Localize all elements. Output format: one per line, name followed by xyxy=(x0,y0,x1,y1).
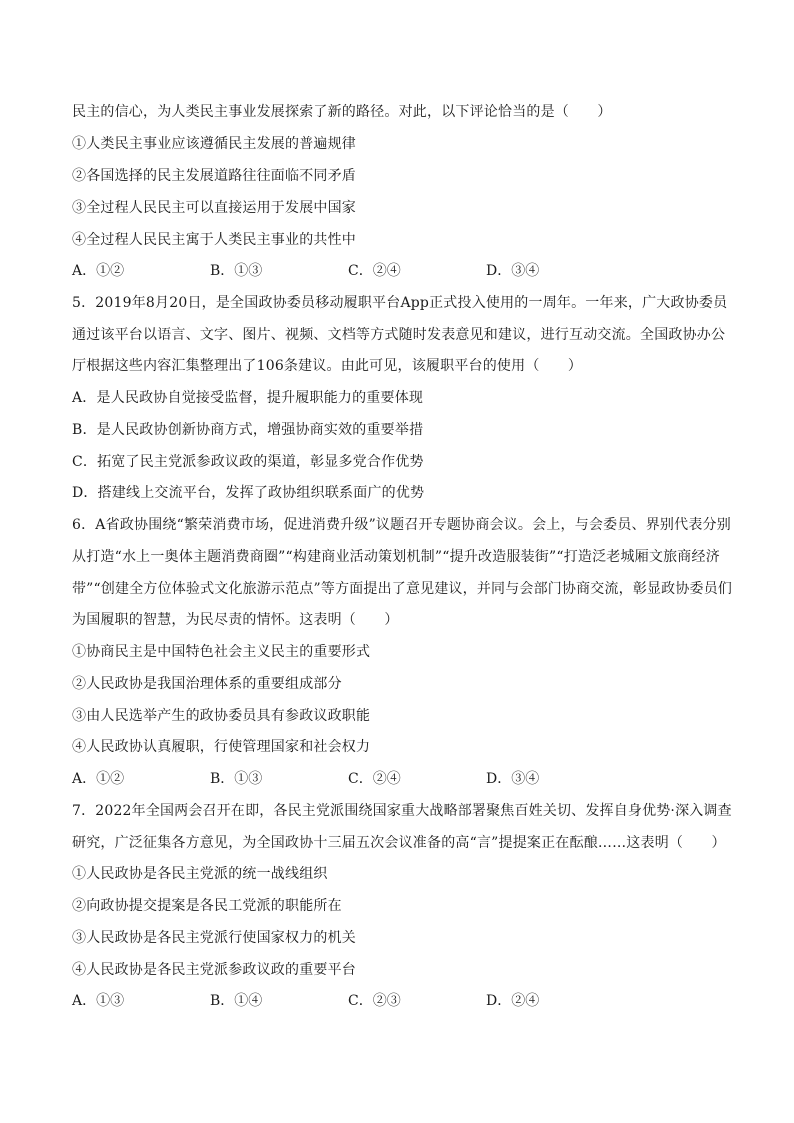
q7-stem-line-1: 7．2022年全国两会召开在即，各民主党派围绕国家重大战略部署聚焦百姓关切、发挥自身优势·深入调查 xyxy=(72,803,732,819)
q6-option-d: D．③④ xyxy=(486,771,540,787)
q6-option-b: B．①③ xyxy=(210,771,263,787)
q7-item-4: ④人民政协是各民主党派参政议政的重要平台 xyxy=(72,962,356,978)
q6-options xyxy=(72,770,732,788)
q7-option-c: C．②③ xyxy=(348,993,401,1009)
q6-item-2: ②人民政协是我国治理体系的重要组成部分 xyxy=(72,676,342,692)
q7-options xyxy=(72,992,732,1010)
q7-item-3: ③人民政协是各民主党派行使国家权力的机关 xyxy=(72,930,356,946)
q5-option-a: A．是人民政协自觉接受监督，提升履职能力的重要体现 xyxy=(72,390,424,406)
q4-item-2: ②各国选择的民主发展道路往往面临不同矛盾 xyxy=(72,168,356,184)
q7-item-1: ①人民政协是各民主党派的统一战线组织 xyxy=(72,866,328,882)
q6-stem-line-2: 从打造“水上一奥体主题消费商圈”“构建商业活动策划机制”“提升改造服装街”“打造泛老城厢文旅商经济 xyxy=(72,549,720,565)
q6-option-a: A．①② xyxy=(72,771,125,787)
q4-option-b: B．①③ xyxy=(210,263,263,279)
q4-option-c: C．②④ xyxy=(348,263,401,279)
q5-option-d: D．搭建线上交流平台，发挥了政协组织联系面广的优势 xyxy=(72,485,425,501)
q4-item-1: ①人类民主事业应该遵循民主发展的普遍规律 xyxy=(72,136,356,152)
q7-item-2: ②向政协提交提案是各民工党派的职能所在 xyxy=(72,898,342,914)
q7-stem-line-2: 研究，广泛征集各方意见，为全国政协十三届五次会议准备的高“言”提提案正在酝酿……这表明（ ） xyxy=(72,835,726,851)
q5-option-c: C．拓宽了民主党派参政议政的渠道，彰显多党合作优势 xyxy=(72,454,424,470)
q4-option-d: D．③④ xyxy=(486,263,540,279)
q6-item-3: ③由人民选举产生的政协委员具有参政议政职能 xyxy=(72,708,371,724)
q7-option-d: D．②④ xyxy=(486,993,540,1009)
q4-option-a: A．①② xyxy=(72,263,125,279)
q6-stem-line-1: 6．A省政协围绕“繁荣消费市场，促进消费升级”议题召开专题协商会议。会上，与会委员、界别代表分别 xyxy=(72,517,731,533)
q6-stem-line-4: 为国履职的智慧，为民尽责的情怀。这表明（ ） xyxy=(72,612,399,628)
q7-option-b: B．①④ xyxy=(210,993,263,1009)
q4-item-4: ④全过程人民民主寓于人类民主事业的共性中 xyxy=(72,232,356,248)
q6-stem-line-3: 带”“创建全方位体验式文化旅游示范点”等方面提出了意见建议，并同与会部门协商交流，彰显政协委员们 xyxy=(72,581,733,597)
q5-stem-line-3: 厅根据这些内容汇集整理出了106条建议。由此可见，该履职平台的使用（ ） xyxy=(72,358,583,374)
q6-item-4: ④人民政协认真履职，行使管理国家和社会权力 xyxy=(72,739,371,755)
q5-stem-line-2: 通过该平台以语言、文字、图片、视频、文档等方式随时发表意见和建议，进行互动交流。全国政协办公 xyxy=(72,327,726,343)
q5-stem-line-1: 5．2019年8月20日，是全国政协委员移动履职平台App正式投入使用的一周年。一年来，广大政协委员 xyxy=(72,295,728,311)
q6-option-c: C．②④ xyxy=(348,771,401,787)
q4-item-3: ③全过程人民民主可以直接运用于发展中国家 xyxy=(72,200,356,216)
q7-option-a: A．①③ xyxy=(72,993,125,1009)
q5-option-b: B．是人民政协创新协商方式，增强协商实效的重要举措 xyxy=(72,422,424,438)
q4-options xyxy=(72,262,732,280)
q6-item-1: ①协商民主是中国特色社会主义民主的重要形式 xyxy=(72,644,371,660)
q4-stem: 民主的信心，为人类民主事业发展探索了新的路径。对此，以下评论恰当的是（ ） xyxy=(72,104,612,120)
